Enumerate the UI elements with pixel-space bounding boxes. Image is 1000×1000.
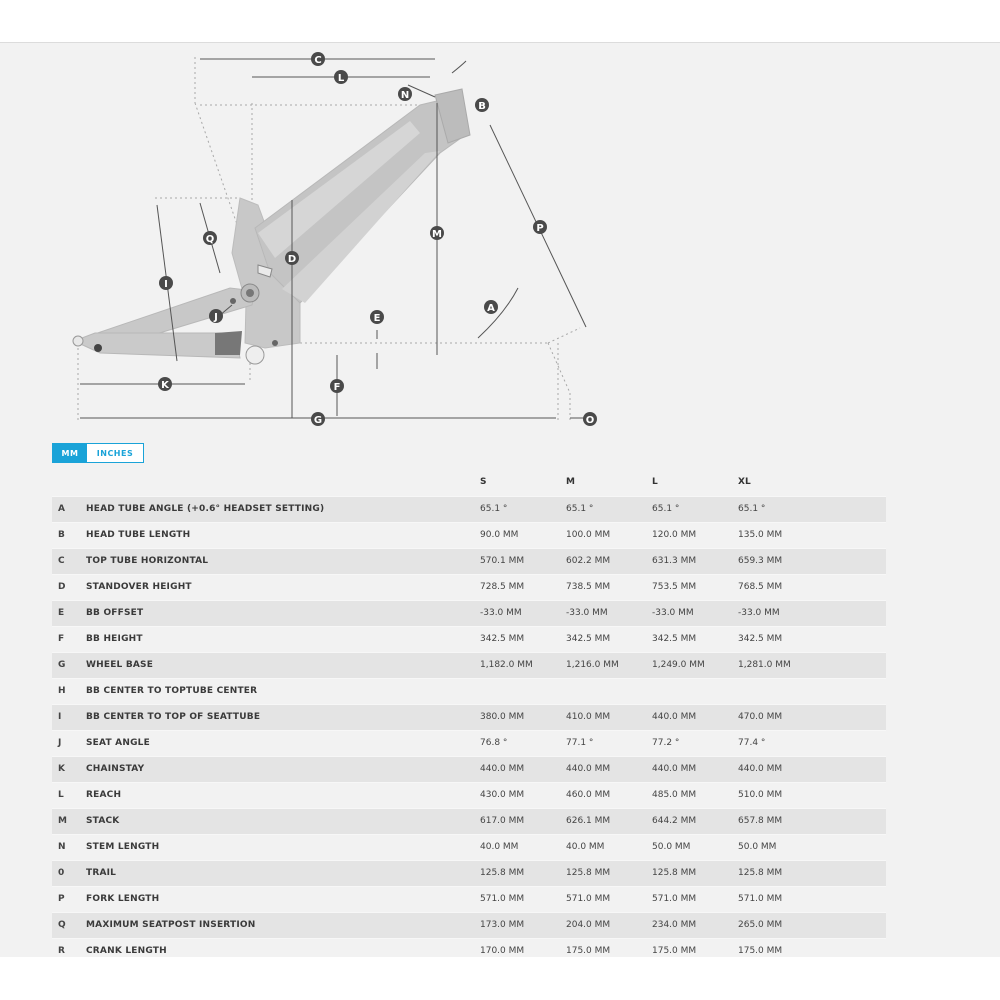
table-row: E BB OFFSET -33.0 MM -33.0 MM -33.0 MM -33.0 MM — [52, 600, 886, 626]
table-row: M STACK 617.0 MM 626.1 MM 644.2 MM 657.8 MM — [52, 808, 886, 834]
label-marker — [330, 379, 344, 393]
table-row: J SEAT ANGLE 76.8 ° 77.1 ° 77.2 ° 77.4 ° — [52, 730, 886, 756]
table-row: Q MAXIMUM SEATPOST INSERTION 173.0 MM 204.0 MM 234.0 MM 265.0 MM — [52, 912, 886, 938]
table-row: A HEAD TUBE ANGLE (+0.6° HEADSET SETTING) 65.1 ° 65.1 ° 65.1 ° 65.1 ° — [52, 496, 886, 522]
label-marker — [311, 52, 325, 66]
frame-geometry-diagram — [0, 43, 1000, 443]
label-marker — [398, 87, 412, 101]
label-marker — [203, 231, 217, 245]
svg-text:N: N — [400, 90, 410, 101]
svg-text:G: G — [313, 415, 323, 426]
table-row: 0 TRAIL 125.8 MM 125.8 MM 125.8 MM 125.8 MM — [52, 860, 886, 886]
dimension-label-markers — [158, 52, 597, 426]
svg-text:C: C — [314, 55, 322, 66]
svg-text:D: D — [287, 254, 297, 265]
table-row: F BB HEIGHT 342.5 MM 342.5 MM 342.5 MM 342.5 MM — [52, 626, 886, 652]
label-marker — [533, 220, 547, 234]
svg-text:Q: Q — [205, 234, 215, 245]
unit-toggle — [52, 443, 144, 463]
geometry-panel — [0, 42, 1000, 957]
label-marker — [209, 309, 223, 323]
size-header-s: S — [480, 477, 487, 487]
svg-text:F: F — [333, 382, 341, 393]
label-marker — [158, 377, 172, 391]
svg-text:M: M — [432, 229, 442, 240]
label-marker — [583, 412, 597, 426]
svg-text:J: J — [214, 312, 218, 323]
label-marker — [311, 412, 325, 426]
table-row: D STANDOVER HEIGHT 728.5 MM 738.5 MM 753.5 MM 768.5 MM — [52, 574, 886, 600]
table-row: N STEM LENGTH 40.0 MM 40.0 MM 50.0 MM 50.0 MM — [52, 834, 886, 860]
svg-text:K: K — [161, 380, 169, 391]
geometry-table — [52, 496, 886, 964]
label-marker — [430, 226, 444, 240]
label-marker — [475, 98, 489, 112]
bike-frame — [73, 89, 470, 364]
table-row: P FORK LENGTH 571.0 MM 571.0 MM 571.0 MM 571.0 MM — [52, 886, 886, 912]
table-row: I BB CENTER TO TOP OF SEATTUBE 380.0 MM 410.0 MM 440.0 MM 470.0 MM — [52, 704, 886, 730]
table-row: R CRANK LENGTH 170.0 MM 175.0 MM 175.0 MM 175.0 MM — [52, 938, 886, 964]
label-marker — [370, 310, 384, 324]
unit-inches-button[interactable]: INCHES — [96, 448, 134, 458]
size-header-m: M — [566, 477, 575, 487]
unit-mm-button[interactable]: MM — [53, 444, 87, 462]
table-row: G WHEEL BASE 1,182.0 MM 1,216.0 MM 1,249.0 MM 1,281.0 MM — [52, 652, 886, 678]
table-row: C TOP TUBE HORIZONTAL 570.1 MM 602.2 MM 631.3 MM 659.3 MM — [52, 548, 886, 574]
table-row: B HEAD TUBE LENGTH 90.0 MM 100.0 MM 120.0 MM 135.0 MM — [52, 522, 886, 548]
label-marker — [159, 276, 173, 290]
label-marker — [285, 251, 299, 265]
table-row: K CHAINSTAY 440.0 MM 440.0 MM 440.0 MM 440.0 MM — [52, 756, 886, 782]
svg-text:E: E — [373, 313, 381, 324]
table-row: H BB CENTER TO TOPTUBE CENTER — [52, 678, 886, 704]
size-header-xl: XL — [738, 477, 751, 487]
table-row: L REACH 430.0 MM 460.0 MM 485.0 MM 510.0 MM — [52, 782, 886, 808]
svg-text:A: A — [487, 303, 495, 314]
svg-text:P: P — [536, 223, 544, 234]
label-marker — [334, 70, 348, 84]
size-header-l: L — [652, 477, 658, 487]
svg-text:O: O — [585, 415, 595, 426]
svg-text:I: I — [164, 279, 168, 290]
svg-text:L: L — [337, 73, 345, 84]
label-marker — [484, 300, 498, 314]
svg-text:B: B — [478, 101, 486, 112]
